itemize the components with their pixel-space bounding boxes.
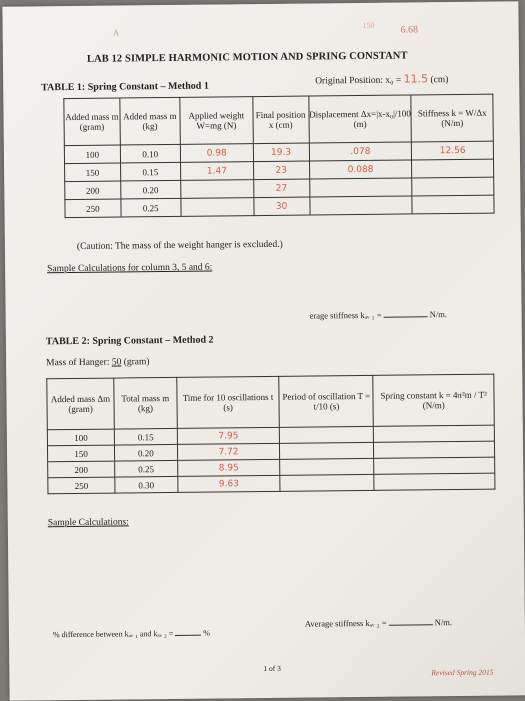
table-cell[interactable]: 7.95 — [177, 427, 280, 444]
percent-difference-unit: % — [203, 628, 210, 638]
table-cell[interactable] — [280, 442, 374, 459]
table1-caption: TABLE 1: Spring Constant – Method 1 — [41, 80, 209, 94]
table-cell: 150 — [47, 445, 114, 462]
table-cell[interactable] — [374, 473, 495, 490]
table-cell: 0.30 — [115, 476, 178, 493]
table-cell: 0.20 — [115, 444, 178, 461]
table-cell[interactable] — [374, 441, 495, 458]
table-cell[interactable] — [412, 195, 494, 214]
table-cell: 200 — [48, 461, 115, 478]
handwritten-mark: 150 — [362, 20, 375, 30]
col-header: Total mass m (kg) — [114, 377, 177, 429]
table-cell[interactable] — [374, 457, 495, 474]
col-header: Time for 10 oscillations t (s) — [176, 376, 279, 428]
original-position-label: Original Position: x₀ = — [315, 75, 404, 87]
table-cell: 250 — [65, 199, 121, 218]
handwritten-mark: A — [112, 27, 120, 38]
hanger-mass-value: 50 — [111, 357, 122, 368]
table-cell[interactable] — [280, 474, 374, 491]
table-cell: 250 — [48, 477, 115, 494]
table-cell[interactable] — [374, 425, 495, 442]
table-cell[interactable]: 0.088 — [309, 160, 412, 179]
table-cell: 100 — [47, 429, 114, 446]
table-cell[interactable]: 19.3 — [253, 143, 309, 162]
table-cell[interactable]: 23 — [253, 161, 309, 180]
table-row — [65, 195, 494, 217]
table-cell: 100 — [64, 145, 120, 164]
table-cell[interactable]: 9.63 — [177, 475, 280, 492]
average-stiffness-1 — [310, 308, 448, 320]
average-stiffness-1-label: erage stiffness kₐᵥ ₁ = — [309, 309, 382, 321]
average-stiffness-1-unit: N/m. — [429, 309, 448, 320]
table-cell[interactable]: 0.98 — [180, 144, 253, 163]
percent-difference-blank[interactable] — [175, 627, 201, 636]
col-header: Final position x (cm) — [253, 96, 309, 144]
page-title: LAB 12 SIMPLE HARMONIC MOTION AND SPRING CONSTANT — [86, 50, 408, 65]
table-cell[interactable] — [280, 426, 374, 443]
col-header: Stiffness k = W/Δx (N/m) — [411, 94, 493, 142]
percent-difference — [53, 627, 210, 640]
average-stiffness-1-blank[interactable] — [384, 308, 428, 317]
caution-note: (Caution: The mass of the weight hanger is excluded.) — [76, 239, 283, 252]
table1-header-row — [64, 94, 493, 145]
table-cell[interactable] — [280, 458, 374, 475]
page-number: 1 of 3 — [263, 663, 281, 674]
table2-header-row — [47, 374, 495, 430]
col-header: Period of oscillation T = t/10 (s) — [279, 375, 373, 427]
revision-note: Revised Spring 2015 — [431, 667, 494, 678]
table-cell[interactable]: 12.56 — [412, 141, 494, 160]
table-cell[interactable]: 27 — [253, 179, 309, 198]
col-header: Added mass m (gram) — [64, 98, 120, 146]
average-stiffness-2-blank[interactable] — [389, 616, 433, 625]
table-cell[interactable] — [181, 198, 254, 217]
average-stiffness-2-unit: N/m. — [434, 617, 453, 628]
table-cell[interactable] — [412, 159, 494, 178]
table-cell: 0.25 — [121, 198, 181, 217]
table-cell[interactable]: 7.72 — [177, 443, 280, 460]
original-position — [315, 72, 448, 86]
col-header: Displacement Δx=|x-x₀|/100 (m) — [308, 95, 411, 143]
col-header: Spring constant k = 4π²m / T² (N/m) — [373, 374, 494, 426]
sample-calculations-2: Sample Calculations: — [47, 517, 129, 529]
percent-difference-label: % difference between kₐᵥ ₁ and kₐᵥ ₂ = — [52, 628, 174, 640]
col-header: Added mass m (kg) — [120, 97, 181, 145]
sample-calculations-1: Sample Calculations for column 3, 5 and 6: — [47, 262, 213, 275]
table-cell: 0.15 — [114, 428, 177, 445]
table-cell: 0.25 — [115, 460, 178, 477]
hanger-mass-label: Mass of Hanger: — [46, 357, 112, 369]
handwritten-mark: 6.68 — [400, 24, 419, 36]
table-cell[interactable]: .078 — [309, 142, 412, 161]
worksheet-page — [2, 1, 525, 700]
table-cell[interactable] — [309, 178, 412, 197]
table1 — [63, 94, 494, 218]
table-cell[interactable] — [181, 180, 254, 199]
table-row — [48, 473, 495, 494]
table-cell: 0.20 — [120, 180, 180, 199]
table2-caption: TABLE 2: Spring Constant – Method 2 — [45, 334, 214, 348]
original-position-unit: (cm) — [430, 75, 449, 86]
table-cell: 0.15 — [120, 162, 180, 181]
table-cell[interactable] — [309, 196, 412, 215]
table-cell[interactable] — [412, 177, 494, 196]
table-cell[interactable]: 8.95 — [177, 459, 280, 476]
col-header: Added mass Δm (gram) — [47, 378, 115, 430]
table2 — [46, 374, 495, 495]
average-stiffness-2-label: Average stiffness kₐᵥ ₂ = — [304, 617, 387, 629]
col-header: Applied weight W=mg (N) — [180, 97, 253, 145]
table-cell: 0.10 — [120, 144, 180, 163]
hanger-mass — [46, 357, 150, 368]
table-cell: 200 — [65, 181, 121, 200]
hanger-mass-unit: (gram) — [123, 357, 150, 368]
table-cell: 150 — [65, 163, 121, 182]
table-cell[interactable]: 1.47 — [180, 162, 253, 181]
average-stiffness-2 — [305, 616, 452, 629]
original-position-value[interactable]: 11.5 — [403, 72, 429, 86]
table-cell[interactable]: 30 — [254, 197, 310, 216]
